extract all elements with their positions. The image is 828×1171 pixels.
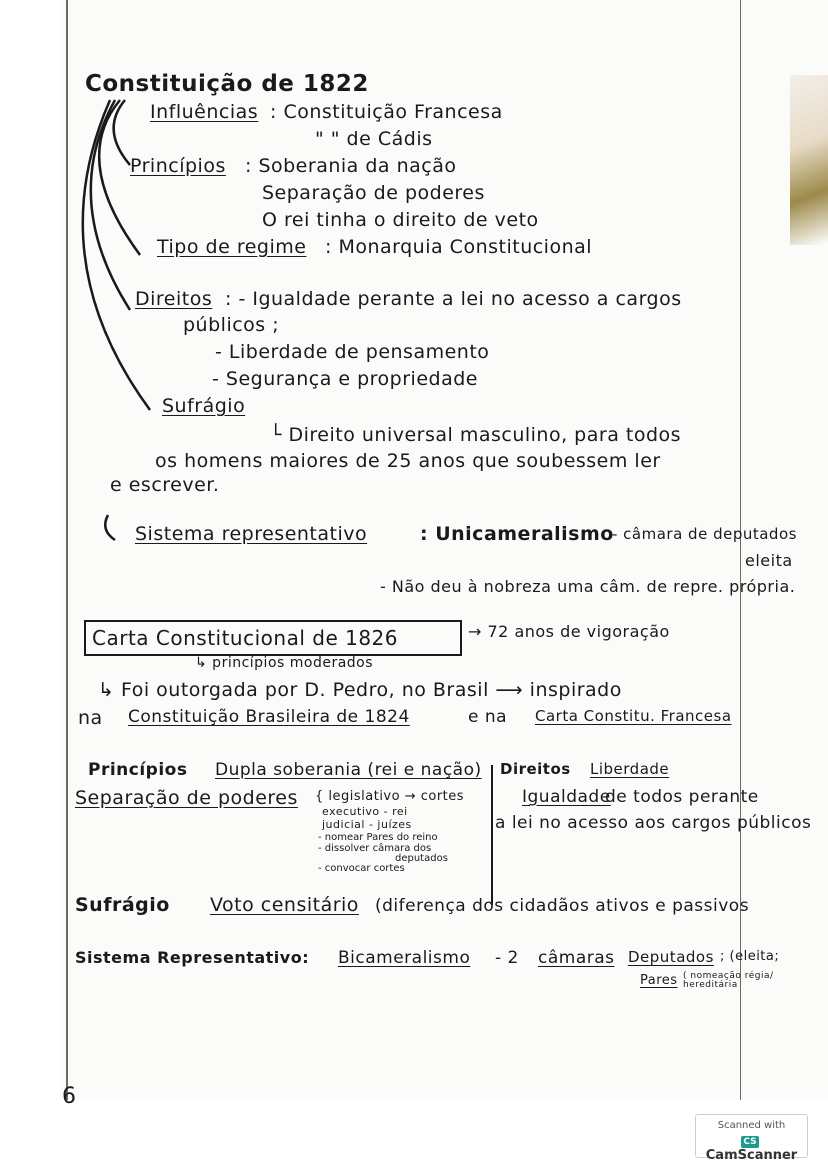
text: executivo - rei — [322, 805, 408, 818]
text: - câmara de deputados — [612, 525, 797, 543]
text: Pares — [640, 973, 678, 988]
text: e escrever. — [110, 474, 220, 496]
text: " " de Cádis — [315, 128, 433, 150]
text: : Unicameralismo — [420, 523, 614, 545]
label-sufragio-2: Sufrágio — [75, 894, 170, 916]
page-title: Constituição de 1822 — [85, 71, 369, 97]
text: : - Igualdade perante a lei no acesso a cargos — [225, 288, 682, 310]
text: de todos perante — [605, 787, 759, 807]
text: Carta Constitu. Francesa — [535, 707, 732, 725]
text: Voto censitário — [210, 894, 359, 916]
text: - convocar cortes — [318, 863, 405, 874]
text: - dissolver câmara dos — [318, 843, 432, 854]
text: : Constituição Francesa — [270, 101, 503, 123]
label-regime: Tipo de regime — [157, 236, 307, 258]
text: O rei tinha o direito de veto — [262, 209, 539, 231]
label-principios-2: Princípios — [88, 760, 188, 780]
label-separacao: Separação de poderes — [75, 787, 298, 809]
camscanner-logo-icon: CS — [743, 1137, 757, 1147]
text: na — [78, 707, 103, 729]
text: judicial - juízes — [322, 818, 412, 831]
watermark-brand: CamScanner — [705, 1148, 798, 1163]
label-sufragio: Sufrágio — [162, 395, 246, 417]
text: - Segurança e propriedade — [212, 368, 478, 390]
label-influencias: Influências — [150, 101, 259, 123]
text: Deputados — [628, 948, 714, 966]
watermark-text: Scanned with — [717, 1120, 786, 1131]
section-title: Carta Constitucional de 1826 — [92, 626, 399, 650]
text: ( nomeação régia/ hereditária — [683, 971, 774, 990]
text: { legislativo → cortes — [315, 789, 465, 804]
text: - 2 — [495, 948, 519, 968]
text: ↳ princípios moderados — [195, 655, 374, 671]
text: e na — [468, 707, 508, 727]
text: - nomear Pares do reino — [318, 832, 438, 843]
label-sistema-2: Sistema Representativo: — [75, 948, 310, 967]
text: a lei no acesso aos cargos públicos — [495, 813, 812, 833]
text: : Soberania da nação — [245, 155, 457, 177]
text: └ Direito universal masculino, para todos — [270, 424, 682, 446]
text: Dupla soberania (rei e nação) — [215, 760, 482, 780]
text: Constituição Brasileira de 1824 — [128, 707, 410, 727]
text: câmaras — [538, 948, 615, 968]
text: : Monarquia Constitucional — [325, 236, 593, 258]
text: Separação de poderes — [262, 182, 485, 204]
text: públicos ; — [183, 314, 280, 336]
text: Liberdade — [590, 760, 670, 778]
text: - Liberdade de pensamento — [215, 341, 490, 363]
page-number: 6 — [62, 1084, 77, 1109]
text: (diferença dos cidadãos ativos e passivos — [375, 896, 750, 916]
text: - Não deu à nobreza uma câm. de repre. própria. — [380, 577, 796, 596]
text: eleita — [745, 551, 793, 570]
label-direitos-2: Direitos — [500, 760, 571, 778]
arc-sistema — [105, 515, 115, 540]
arc-principios — [114, 100, 130, 165]
text: ; (eleita; — [720, 949, 780, 964]
text: → 72 anos de vigoração — [468, 622, 670, 641]
label-sistema: Sistema representativo — [135, 523, 368, 545]
text: Igualdade — [522, 787, 611, 807]
label-principios: Princípios — [130, 155, 226, 177]
text: Bicameralismo — [338, 948, 471, 968]
text: deputados — [395, 853, 448, 864]
camscanner-watermark — [695, 1114, 808, 1163]
text: os homens maiores de 25 anos que soubessem ler — [155, 450, 661, 472]
label-direitos: Direitos — [135, 288, 213, 310]
text: ↳ Foi outorgada por D. Pedro, no Brasil ⟶ inspirado — [98, 679, 622, 701]
